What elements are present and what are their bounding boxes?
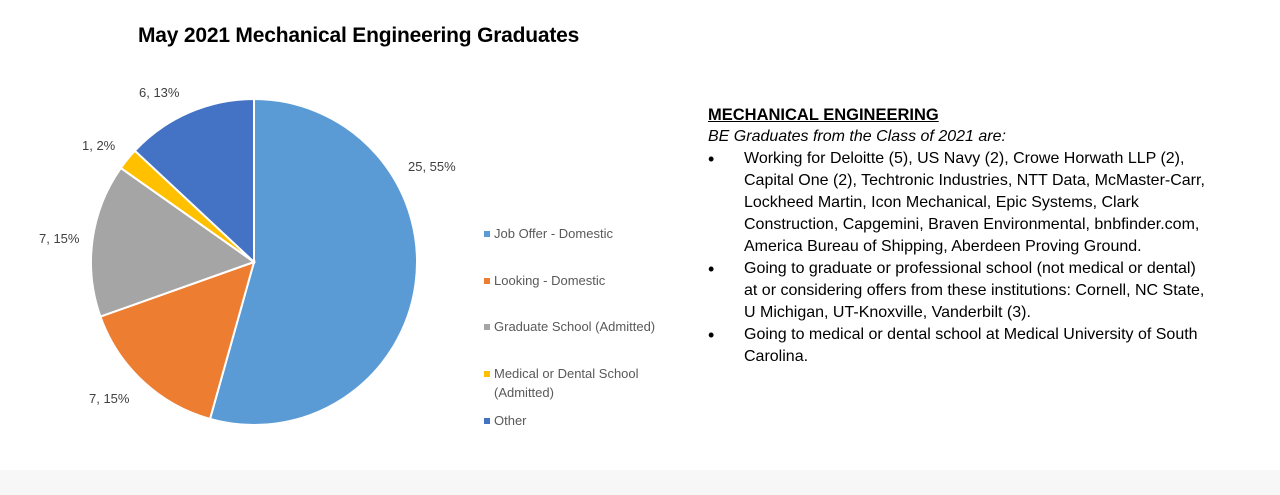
legend-swatch bbox=[484, 371, 490, 377]
legend-item-job-offer bbox=[484, 224, 684, 243]
legend-swatch bbox=[484, 231, 490, 237]
bottom-strip bbox=[0, 470, 1280, 495]
bullet-employment: • Working for Deloitte (5), US Navy (2), Crowe Horwath LLP (2), Capital One (2), Techtronic Industries, NTT Data, McMaster-Carr, Lockheed Martin, Icon Mechanical, Epic Systems, Clark Construction, Capgemini, Braven Environmental, bnbfinder.com, America Bureau of Shipping, Aberdeen Proving Ground. bbox=[708, 148, 1248, 258]
legend-item-medical-dental bbox=[484, 364, 684, 402]
bullet-medical-school: • Going to medical or dental school at Medical University of South Carolina. bbox=[708, 324, 1248, 368]
legend-label: Looking - Domestic bbox=[494, 273, 606, 288]
info-panel bbox=[708, 104, 1248, 368]
panel-heading: MECHANICAL ENGINEERING bbox=[708, 106, 939, 124]
panel-bullet-list bbox=[708, 148, 1248, 368]
slice-label-job-offer: 25, 55% bbox=[408, 159, 456, 174]
slice-label-looking: 7, 15% bbox=[89, 391, 130, 406]
bullet-graduate-school: • Going to graduate or professional school (not medical or dental) at or considering offers from these institutions: Cornell, NC State, U Michigan, UT-Knoxville, Vanderbilt (3). bbox=[708, 258, 1248, 324]
slice-label-graduate-school: 7, 15% bbox=[39, 231, 80, 246]
legend-item-graduate-school bbox=[484, 317, 684, 336]
legend-swatch bbox=[484, 324, 490, 330]
slice-label-other: 6, 13% bbox=[139, 85, 180, 100]
legend-item-looking bbox=[484, 271, 684, 290]
legend-item-other bbox=[484, 411, 684, 430]
legend-label: Graduate School (Admitted) bbox=[494, 319, 656, 334]
legend-swatch bbox=[484, 418, 490, 424]
legend-label: Other bbox=[494, 413, 527, 428]
legend-label: Job Offer - Domestic bbox=[494, 226, 613, 241]
slice-label-medical-dental: 1, 2% bbox=[82, 138, 116, 153]
chart-title: May 2021 Mechanical Engineering Graduates bbox=[138, 24, 580, 47]
legend-label: Medical or Dental School (Admitted) bbox=[494, 366, 639, 400]
panel-subheading: BE Graduates from the Class of 2021 are: bbox=[708, 128, 1006, 145]
legend-swatch bbox=[484, 278, 490, 284]
